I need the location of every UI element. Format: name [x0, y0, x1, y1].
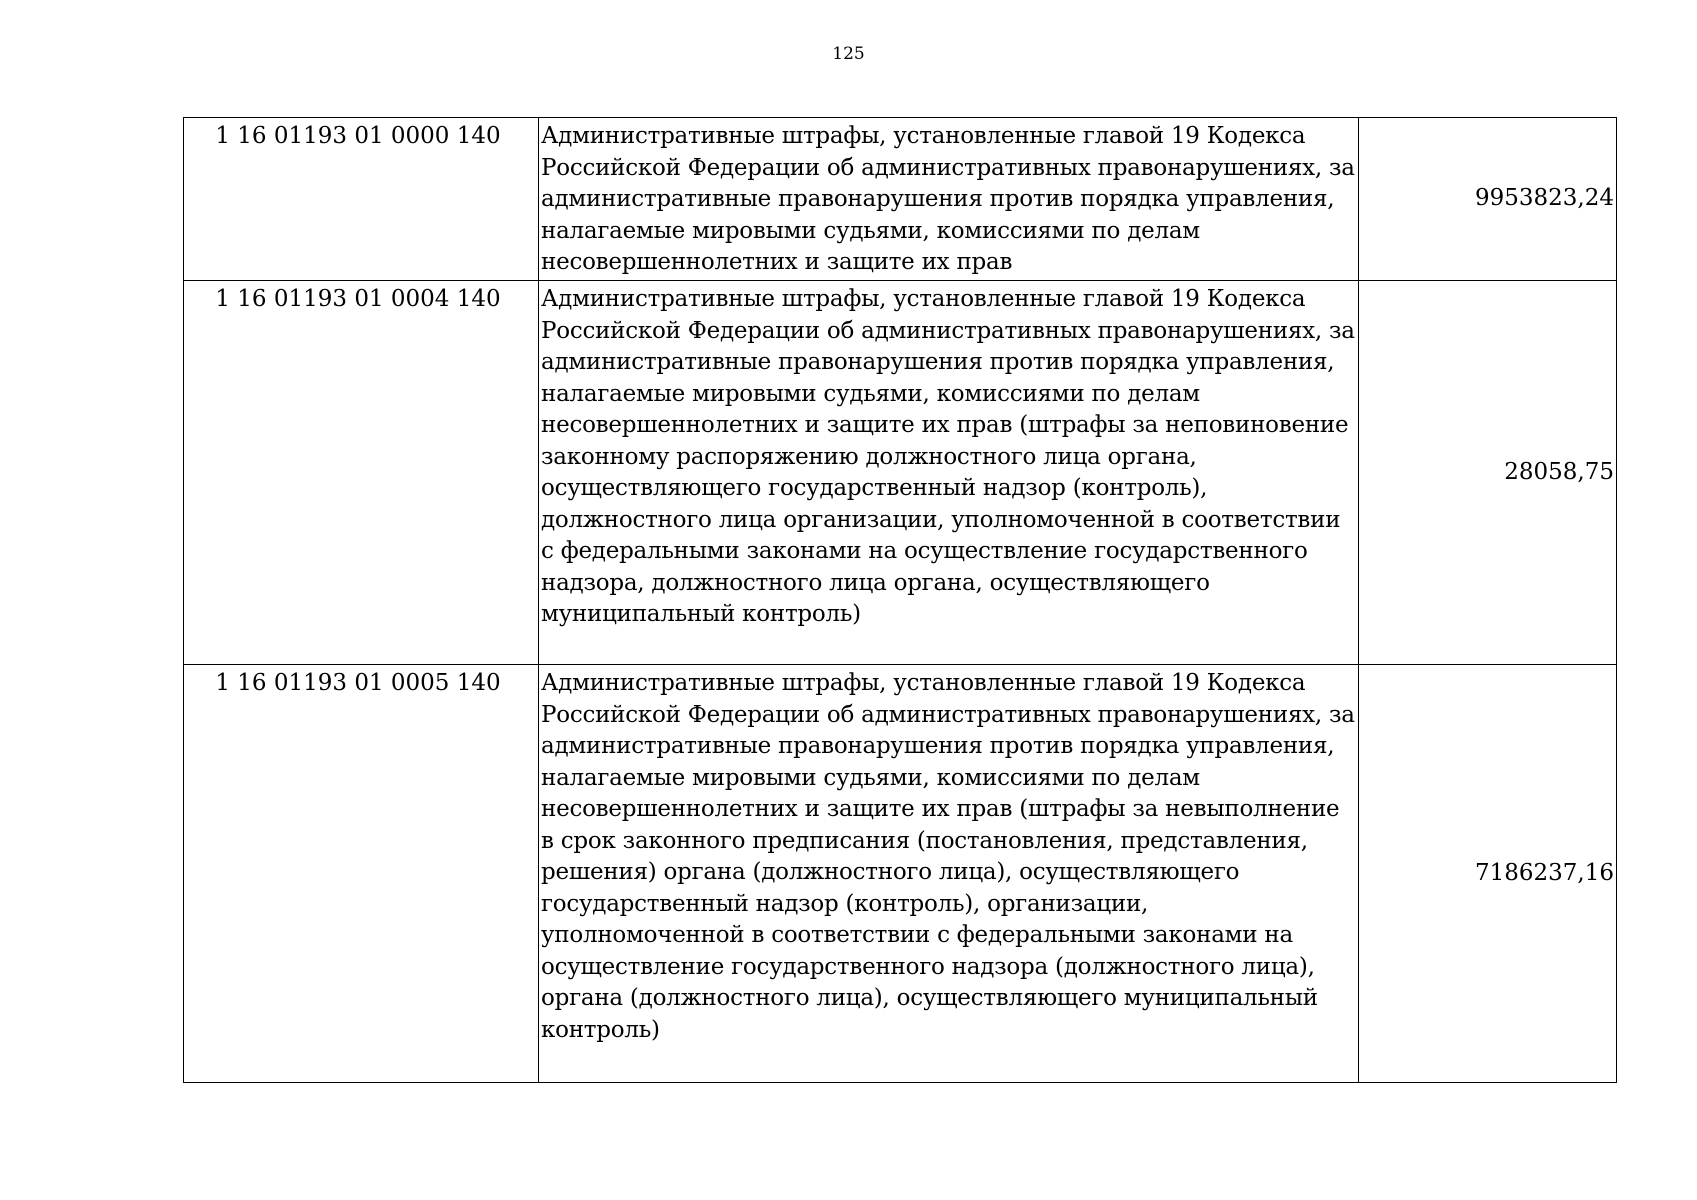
table-row [184, 281, 1617, 665]
budget-code-cell: 1 16 01193 01 0004 140 [184, 281, 539, 665]
description-cell: Административные штрафы, установленные главой 19 Кодекса Российской Федерации об административных правонарушениях, за административные правонарушения против порядка управления, налагаемые мировыми судьями, комиссиями по делам несовершеннолетних и защите их прав (штрафы за неповиновение законному распоряжению должностного лица органа, осуществляющего государственный надзор (контроль), должностного лица организации, уполномоченной в соответствии с федеральными законами на осуществление государственного надзора, должностного лица органа, осуществляющего муниципальный контроль) [539, 281, 1359, 665]
amount-cell: 7186237,16 [1359, 665, 1617, 1083]
budget-code-cell: 1 16 01193 01 0000 140 [184, 118, 539, 281]
revenue-table [183, 117, 1617, 1083]
table-row [184, 118, 1617, 281]
amount-cell: 28058,75 [1359, 281, 1617, 665]
description-cell: Административные штрафы, установленные главой 19 Кодекса Российской Федерации об административных правонарушениях, за административные правонарушения против порядка управления, налагаемые мировыми судьями, комиссиями по делам несовершеннолетних и защите их прав (штрафы за невыполнение в срок законного предписания (постановления, представления, решения) органа (должностного лица), осуществляющего государственный надзор (контроль), организации, уполномоченной в соответствии с федеральными законами на осуществление государственного надзора (должностного лица), органа (должностного лица), осуществляющего муниципальный контроль) [539, 665, 1359, 1083]
page-number: 125 [832, 44, 865, 64]
amount-cell: 9953823,24 [1359, 118, 1617, 281]
table-row [184, 665, 1617, 1083]
description-cell: Административные штрафы, установленные главой 19 Кодекса Российской Федерации об административных правонарушениях, за административные правонарушения против порядка управления, налагаемые мировыми судьями, комиссиями по делам несовершеннолетних и защите их прав [539, 118, 1359, 281]
budget-code-cell: 1 16 01193 01 0005 140 [184, 665, 539, 1083]
